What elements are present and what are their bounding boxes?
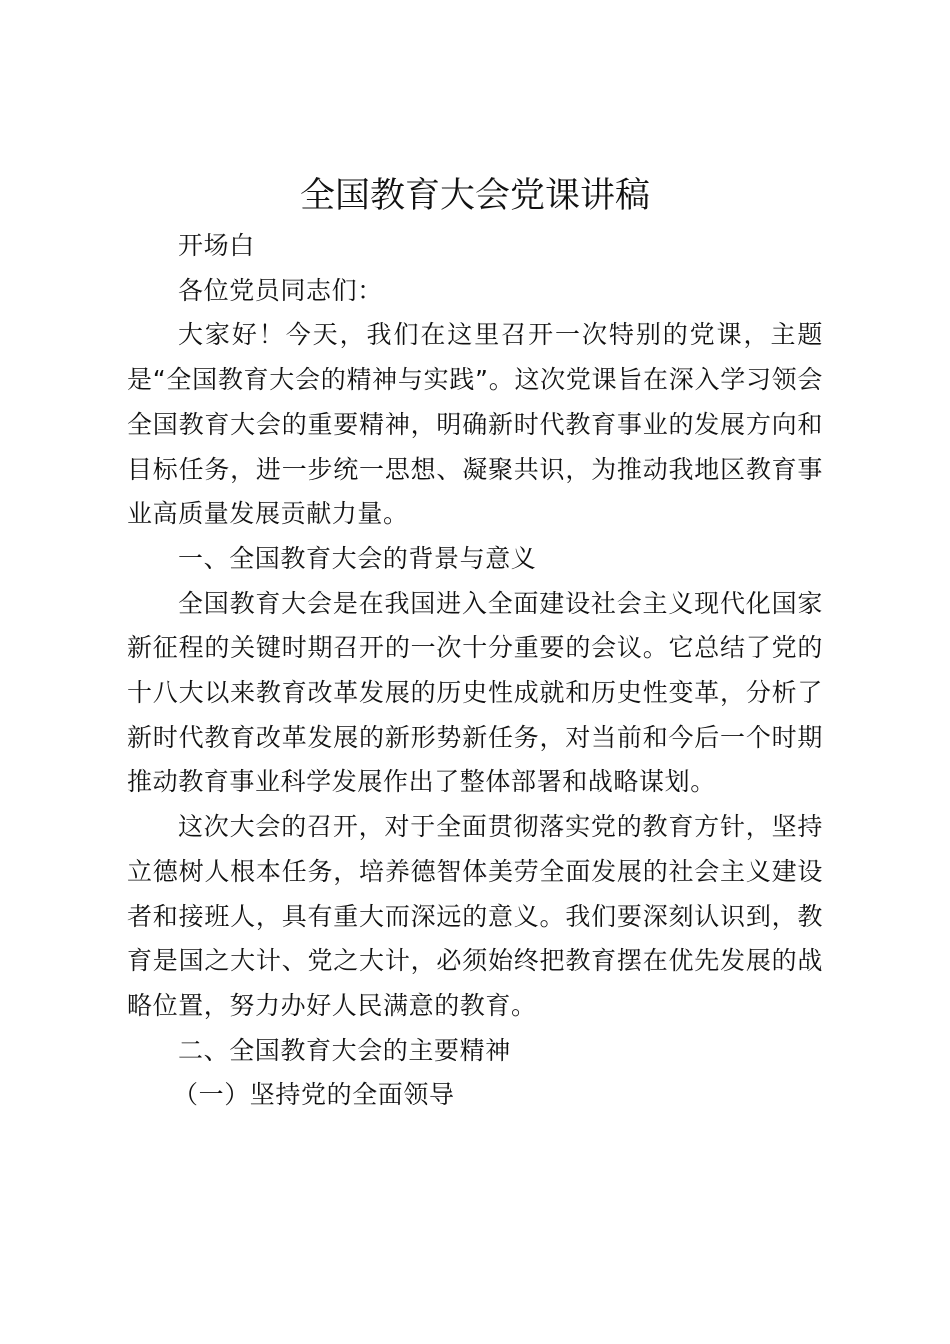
salutation: 各位党员同志们： [178,275,383,305]
background-paragraph: 全国教育大会是在我国进入全面建设社会主义现代化国家新征程的关键时期召开的一次十分重要的会议。它总结了党的十八大以来教育改革发展的历史性成就和历史性变革，分析了新时代教育改革发展的新形势新任务，对当前和今后一个时期推动教育事业科学发展作出了整体部署和战略谋划。 [127,588,823,797]
document-title: 全国教育大会党课讲稿 [299,176,650,216]
section-heading-2: 二、全国教育大会的主要精神 [178,1035,511,1065]
significance-paragraph: 这次大会的召开，对于全面贯彻落实党的教育方针，坚持立德树人根本任务，培养德智体美劳全面发展的社会主义建设者和接班人，具有重大而深远的意义。我们要深刻认识到，教育是国之大计、党之大计，必须始终把教育摆在优先发展的战略位置，努力办好人民满意的教育。 [127,812,823,1020]
document-body [127,224,823,1118]
section-heading-1: 一、全国教育大会的背景与意义 [178,543,537,573]
opening-label: 开场白 [178,231,255,260]
intro-paragraph: 大家好！今天，我们在这里召开一次特别的党课，主题是“全国教育大会的精神与实践”。这次党课旨在深入学习领会全国教育大会的重要精神，明确新时代教育事业的发展方向和目标任务，进一步统一思想、凝聚共识，为推动我地区教育事业高质量发展贡献力量。 [127,320,823,529]
subsection-heading-2-1: （一）坚持党的全面领导 [173,1080,455,1110]
